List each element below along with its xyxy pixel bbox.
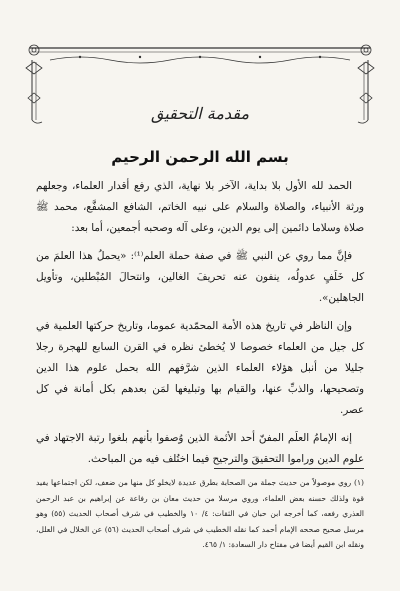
paragraph: إنه الإمامُ العلَم المفنّ أحد الأئمة الذين وُصفوا بأنهم بلغوا رتبة الاجتهاد في علوم الدين وراموا التحقيقَ والترجيح فيما اختُلف فيه من المباحث. [36,432,364,465]
footnote: (١) روي موصولاً من حديث جملة من الصحابة بطرق عديدة لايخلو كل منها من ضعف، لكن اجتماعها يفيد قوة ولذلك حسنه بعض العلماء، وروي مرسلا من حديث معان بن رفاعة عن إبراهيم بن عبد الرحمن العذري رفعه، كما أخرجه ابن حبان في الثقات: ٤/ ١٠ والخطيب في شرف أصحاب الحديث (٥٥) وهو مرسل صحيح صححه الإمام أحمد كما نقله الخطيب في شرف أصحاب الحديث (٥٦) عن الخلال في العلل، ونقله ابن القيم أيضا في مفتاح دار السعادة: ١/ ٤٦٥. [36,478,364,549]
main-text [36,176,364,477]
footnote-separator [214,468,364,469]
section-heading: مقدمة التحقيق [150,104,250,123]
paragraph: فإنَّ مما روي عن النبي ﷺ في صفة حملة العلم⁽¹⁾: «يحملُ هذا العلمَ من كل خَلَفٍ عدولُه، ينفون عنه تحريفَ الغالين، وانتحالَ المُبْطلين، وتأويل الجاهلين». [36,250,364,304]
paragraph: وإن الناظر في تاريخ هذه الأمة المحمّدية عموما، وتاريخ حركتها العلمية في كل جيل من العلماء خصوصا لا يُخطئ نظره في القرن السابع للهجرة رجلا جليلا من أنبل هؤلاء العلماء الذين شرَّفهم الله بحمل علوم هذا الدين وتصحيحها، والذبِّ عنها، والقيام بها وتبليغها لمَن بعدهم بكل أمانة في كل عصر. [36,320,364,416]
basmala-title: بسم الله الرحمن الرحيم [111,148,289,166]
paragraph: الحمد لله الأول بلا بداية، الآخر بلا نهاية، الذي رفع أقدار العلماء، وجعلهم ورثة الأنبياء، والصلاة والسلام على نبيه الخاتم، الشافع المشفَّع، محمد ﷺ صلاة وسلاما دائمين إلى يوم الدين، وعلى آله وصحبه أجمعين، أما بعد: [36,180,364,234]
